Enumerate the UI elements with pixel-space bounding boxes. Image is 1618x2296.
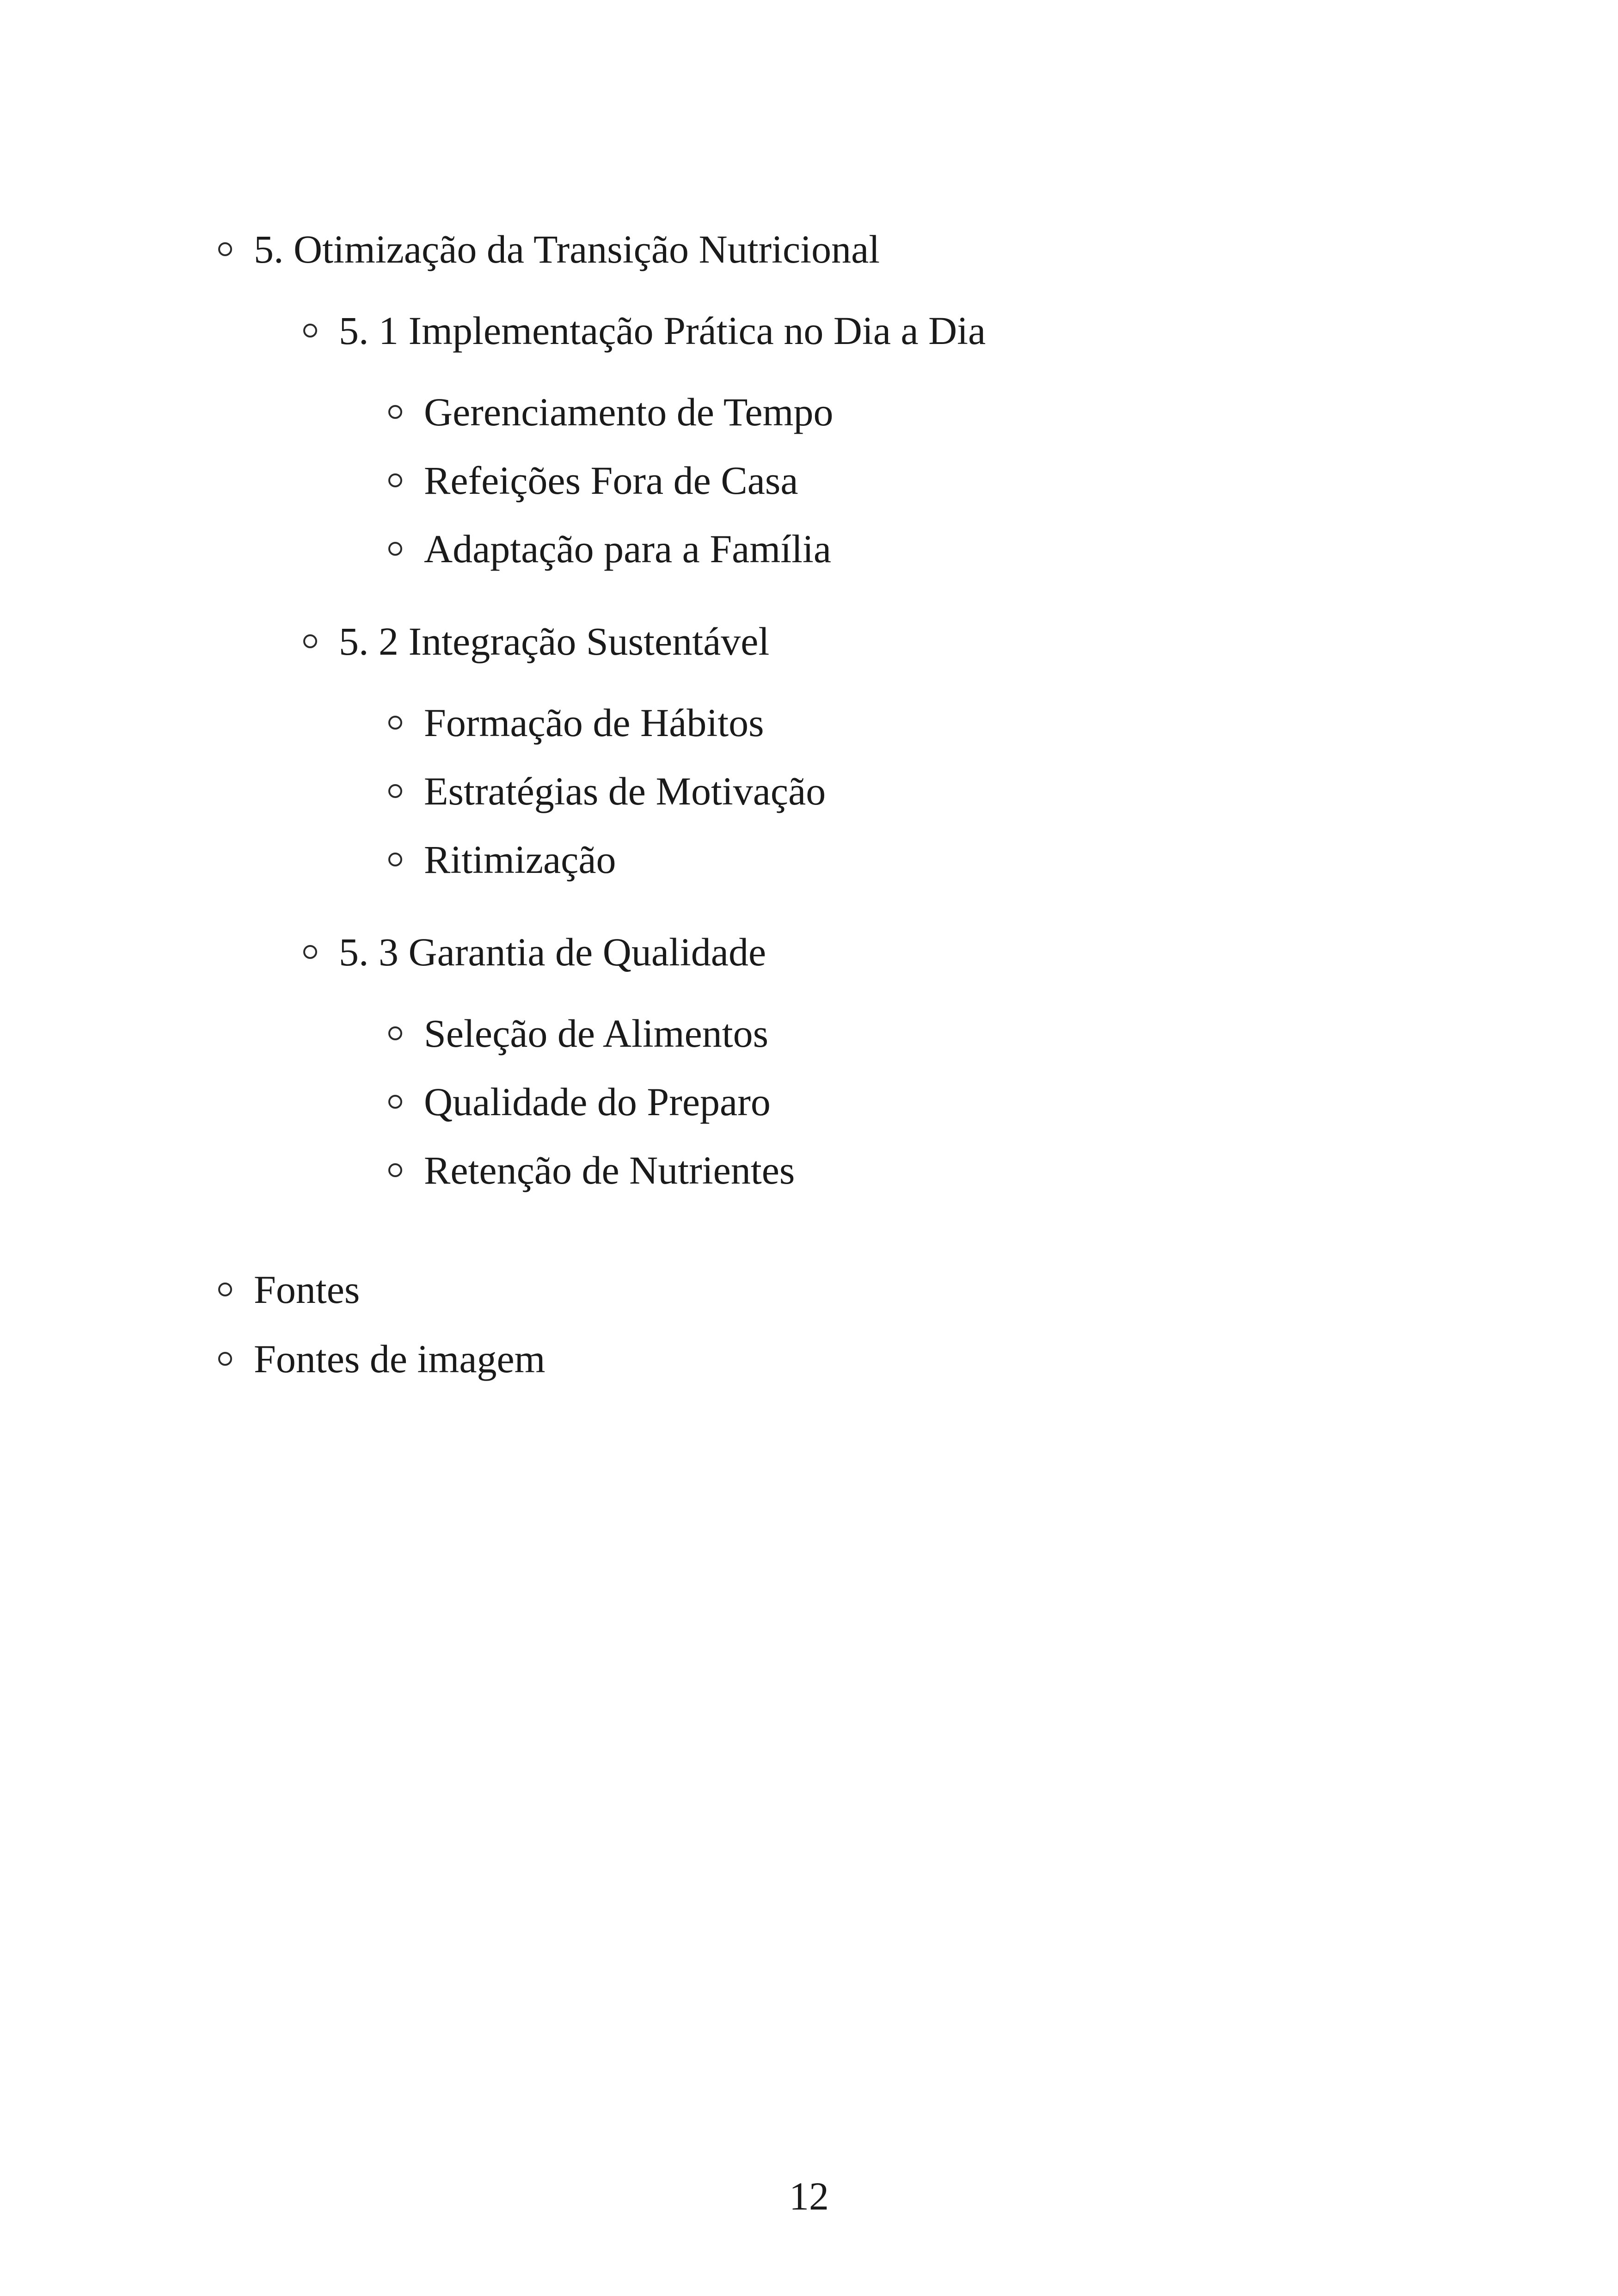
toc-entry-formacao-de-habitos [424, 700, 764, 745]
toc-entry-label: Refeições Fora de Casa [424, 458, 798, 503]
circle-bullet-icon [303, 634, 317, 648]
circle-bullet-icon [388, 1163, 402, 1177]
toc-entry-section-5-2 [339, 621, 769, 661]
circle-bullet-icon [303, 945, 317, 959]
toc-entry-adaptacao-para-a-familia [424, 529, 831, 569]
toc-entry-label: 5. 3 Garantia de Qualidade [339, 930, 766, 974]
toc-entry-label: Formação de Hábitos [424, 700, 764, 745]
toc-entry-label: Estratégias de Motivação [424, 769, 826, 813]
toc-entry-label: Ritimização [424, 837, 616, 882]
circle-bullet-icon [388, 853, 402, 866]
toc-entry-label: Fontes de imagem [254, 1337, 545, 1381]
circle-bullet-icon [388, 1095, 402, 1109]
toc-entry-label: 5. 2 Integração Sustentável [339, 619, 770, 663]
toc-entry-label: Seleção de Alimentos [424, 1011, 769, 1056]
circle-bullet-icon [388, 473, 402, 487]
toc-entry-selecao-de-alimentos [424, 1011, 769, 1056]
toc-entry-estrategias-de-motivacao [424, 771, 826, 811]
toc-entry-qualidade-do-preparo [424, 1082, 771, 1122]
toc-entry-section-5 [254, 229, 880, 269]
toc-entry-label: Qualidade do Preparo [424, 1080, 771, 1124]
circle-bullet-icon [388, 542, 402, 556]
toc-entry-label: Gerenciamento de Tempo [424, 390, 834, 434]
toc-entry-section-5-1 [339, 308, 986, 353]
toc-entry-label: Retenção de Nutrientes [424, 1148, 795, 1192]
toc-entry-gerenciamento-de-tempo [424, 392, 834, 432]
circle-bullet-icon [218, 242, 232, 256]
circle-bullet-icon [388, 784, 402, 798]
circle-bullet-icon [388, 716, 402, 730]
circle-bullet-icon [218, 1352, 232, 1366]
circle-bullet-icon [388, 1026, 402, 1040]
toc-entry-retencao-de-nutrientes [424, 1150, 795, 1190]
toc-entry-label: Fontes [254, 1267, 360, 1312]
toc-entry-label: 5. Otimização da Transição Nutricional [254, 227, 880, 271]
toc-entry-refeicoes-fora-de-casa [424, 458, 798, 503]
toc-entry-ritimizacao [424, 837, 616, 882]
toc-entry-label: 5. 1 Implementação Prática no Dia a Dia [339, 308, 986, 353]
page-number: 12 [789, 2174, 829, 2218]
toc-entry-fontes [254, 1267, 360, 1312]
circle-bullet-icon [303, 324, 317, 338]
toc-entry-fontes-de-imagem [254, 1339, 545, 1379]
toc-entry-section-5-3 [339, 932, 766, 972]
circle-bullet-icon [388, 405, 402, 419]
circle-bullet-icon [218, 1283, 232, 1296]
toc-entry-label: Adaptação para a Família [424, 527, 832, 571]
